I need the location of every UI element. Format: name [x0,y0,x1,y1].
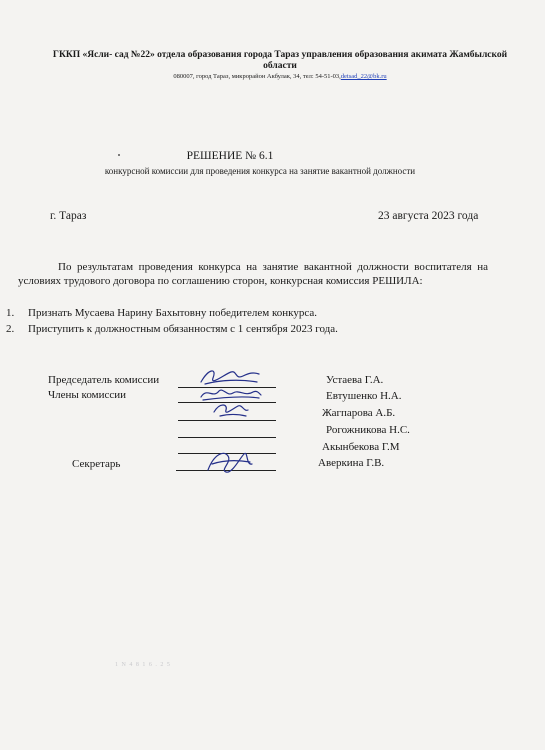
city: г. Тараз [50,210,87,222]
member-name: Жагпарова А.Б. [322,407,396,419]
member-name: Евтушенко Н.А. [326,390,402,402]
scan-speck [118,154,120,156]
list-item [6,306,506,322]
email-link[interactable]: detsad_22@bk.ru [340,73,387,80]
list-number: 2. [6,323,15,335]
signature-line [178,437,276,438]
member-name: Устаева Г.А. [326,374,384,386]
list-number: 1. [6,307,15,319]
member-name: Рогожникова Н.С. [326,424,410,436]
list-text: Приступить к должностным обязанностям с 1 сентября 2023 года. [28,323,338,335]
member-name: Аверкина Г.В. [318,457,385,469]
member-name: Акынбекова Г.М [322,441,400,453]
secretary-signature [200,446,260,476]
list-text: Признать Мусаева Нарину Бахытовну победителем конкурса. [28,307,317,319]
body-paragraph: По результатам проведения конкурса на занятие вакантной должности воспитателя на условиях трудового договора по соглашению сторон, конкурсная комиссия РЕШИЛА: [18,261,488,287]
address-line [40,73,520,80]
document-title: РЕШЕНИЕ № 6.1 [186,150,274,162]
list-item [6,322,506,338]
address-text: 080007, город Тараз, микрорайон Акбулак, 34, тел: 54-51-03, [173,73,341,80]
secretary-label: Секретарь [72,458,121,470]
organization-header: ГККП «Ясли- сад №22» отдела образования города Тараз управления образования акимата Жамбылской области [52,50,508,71]
document-subtitle: конкурсной комиссии для проведения конкурса на занятие вакантной должности [104,166,416,176]
members-label: Члены комиссии [48,389,127,401]
chair-label: Председатель комиссии [48,374,160,386]
decision-list [6,306,506,338]
member-signature [206,398,256,422]
document-date: 23 августа 2023 года [378,210,479,222]
faint-footer-mark: 1 N 4 8 1 6 . 2 5 [115,662,171,668]
